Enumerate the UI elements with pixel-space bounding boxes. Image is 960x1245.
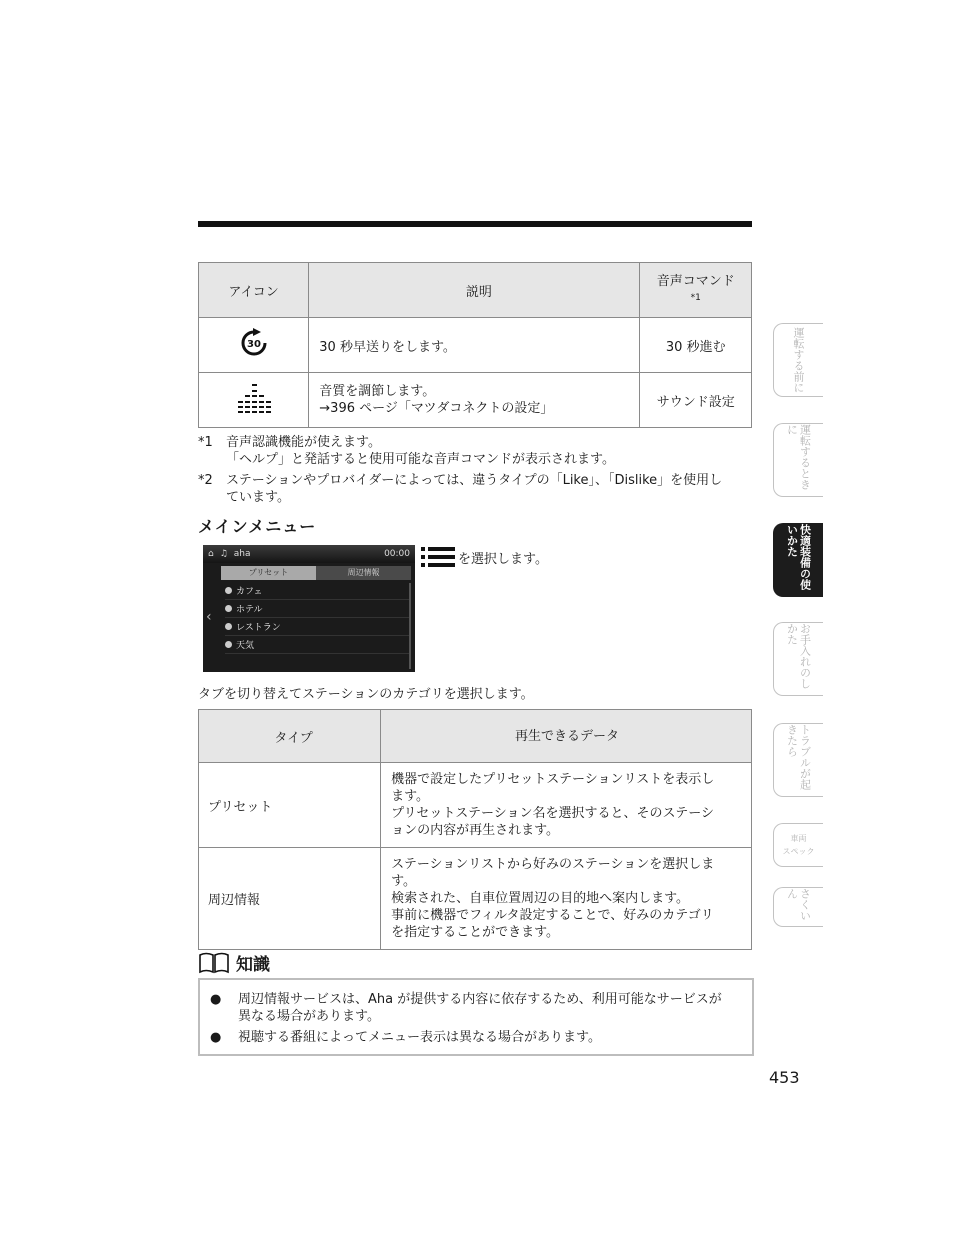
list-item[interactable] [225, 636, 410, 654]
data-line: ます。 [391, 789, 430, 804]
data-line: ョンの内容が再生されます。 [391, 823, 560, 838]
footnote-line: 「ヘルプ」と発話すると使用可能な音声コマンドが表示されます。 [226, 452, 615, 467]
side-tab-troubles[interactable]: トラブルが起きたら [773, 723, 823, 797]
bullet-icon: ● [210, 1030, 222, 1045]
scrollbar[interactable] [409, 583, 411, 669]
knowledge-item [210, 1029, 752, 1046]
home-icon: ⌂ [208, 549, 214, 559]
data-cell [381, 848, 752, 950]
row-desc: 30 秒早送りをします。 [309, 318, 640, 373]
data-line: 事前に機器でフィルタ設定することで、好みのカテゴリ [391, 908, 714, 923]
icon-table [198, 262, 752, 428]
side-tab-specs[interactable] [773, 823, 823, 867]
row-desc [309, 373, 640, 428]
side-tab-specs-l1: 車両 [790, 834, 807, 843]
cafe-icon [225, 587, 232, 594]
data-line: 機器で設定したプリセットステーションリストを表示し [391, 772, 715, 787]
list-item[interactable] [225, 618, 410, 636]
data-line: す。 [391, 874, 417, 889]
bullet-icon: ● [210, 992, 222, 1007]
hotel-icon [225, 605, 232, 612]
list-item-label: カフェ [236, 587, 263, 597]
row-voice: サウンド設定 [640, 373, 752, 428]
select-instruction: を選択します。 [458, 552, 548, 567]
knowledge-line: 異なる場合があります。 [238, 1009, 380, 1024]
data-line: ステーションリストから好みのステーションを選択しま [391, 857, 715, 872]
table-row [199, 848, 752, 950]
side-tab-comfort[interactable]: 快適装備の使いかた [773, 523, 823, 597]
page-number: 453 [769, 1068, 800, 1087]
knowledge-heading [198, 950, 270, 975]
screen-status-bar [203, 545, 415, 563]
weather-icon [225, 641, 232, 648]
footnote [198, 472, 758, 506]
side-tab-before-driving[interactable]: 運転する前に [773, 323, 823, 397]
knowledge-line: 周辺情報サービスは、Aha が提供する内容に依存するため、利用可能なサービスが [238, 992, 722, 1007]
type-table [198, 709, 752, 950]
type-cell: 周辺情報 [199, 848, 381, 950]
row-voice: 30 秒進む [640, 318, 752, 373]
equalizer-icon [236, 382, 272, 414]
main-menu-screenshot [203, 545, 415, 672]
table-row [199, 763, 752, 848]
tab-description: タブを切り替えてステーションのカテゴリを選択します。 [198, 687, 534, 702]
header-desc: 説明 [309, 263, 640, 318]
chevron-left-icon[interactable]: ‹ [206, 609, 212, 625]
list-item[interactable] [225, 582, 410, 600]
footnote [198, 434, 758, 468]
side-tab-specs-l2: スペック [782, 847, 815, 856]
knowledge-box [198, 978, 754, 1056]
row-desc-line: 音質を調節します。 [319, 384, 436, 399]
header-type: タイプ [199, 710, 381, 763]
footnote-line: 音声認識機能が使えます。 [226, 435, 381, 450]
side-tab-while-driving[interactable]: 運転するときに [773, 423, 823, 497]
data-line: を指定することができます。 [391, 925, 560, 940]
side-tab-index[interactable]: さくいん [773, 887, 823, 927]
list-item[interactable] [225, 600, 410, 618]
restaurant-icon [225, 623, 232, 630]
tab-nearby[interactable]: 周辺情報 [316, 566, 411, 580]
skip-forward-30-label: 30 [246, 339, 261, 350]
table-row [199, 373, 752, 428]
knowledge-item [210, 991, 752, 1025]
data-cell [381, 763, 752, 848]
screen-list [225, 582, 410, 654]
list-item-label: ホテル [236, 605, 263, 615]
section-title: メインメニュー [198, 517, 317, 536]
top-rule [198, 221, 752, 227]
screen-time: 00:00 [384, 549, 410, 559]
aha-logo: aha [233, 549, 251, 559]
footnote-mark: *1 [198, 435, 213, 450]
footnote-line: ステーションやプロバイダーによっては、違うタイプの「Like」、「Dislike」を使用し [226, 473, 723, 488]
list-item-label: 天気 [236, 641, 255, 651]
skip-forward-30-icon [239, 328, 269, 358]
header-data: 再生できるデータ [381, 710, 752, 763]
knowledge-line: 視聴する番組によってメニュー表示は異なる場合があります。 [238, 1030, 601, 1045]
menu-list-icon [421, 546, 455, 568]
table-row [199, 318, 752, 373]
footnote-mark: *2 [198, 473, 213, 488]
side-tab-maintenance[interactable]: お手入れのしかた [773, 622, 823, 696]
screen-tabs [221, 566, 411, 580]
knowledge-title: 知識 [236, 955, 270, 975]
header-voice [640, 263, 752, 318]
data-line: プリセットステーション名を選択すると、そのステーシ [391, 806, 714, 821]
tab-preset[interactable]: プリセット [221, 566, 316, 580]
footnote-line: ています。 [226, 490, 290, 505]
row-desc-link: →396 ページ「マツダコネクトの設定」 [319, 401, 554, 416]
data-line: 検索された、自車位置周辺の目的地へ案内します。 [391, 891, 690, 906]
book-icon [198, 952, 230, 974]
footnotes [198, 434, 758, 510]
header-voice-label: 音声コマンド [656, 274, 735, 289]
list-item-label: レストラン [236, 623, 281, 633]
music-icon: ♫ [219, 549, 228, 559]
type-cell: プリセット [199, 763, 381, 848]
header-icon: アイコン [199, 263, 309, 318]
header-voice-footnote: *1 [690, 293, 701, 303]
